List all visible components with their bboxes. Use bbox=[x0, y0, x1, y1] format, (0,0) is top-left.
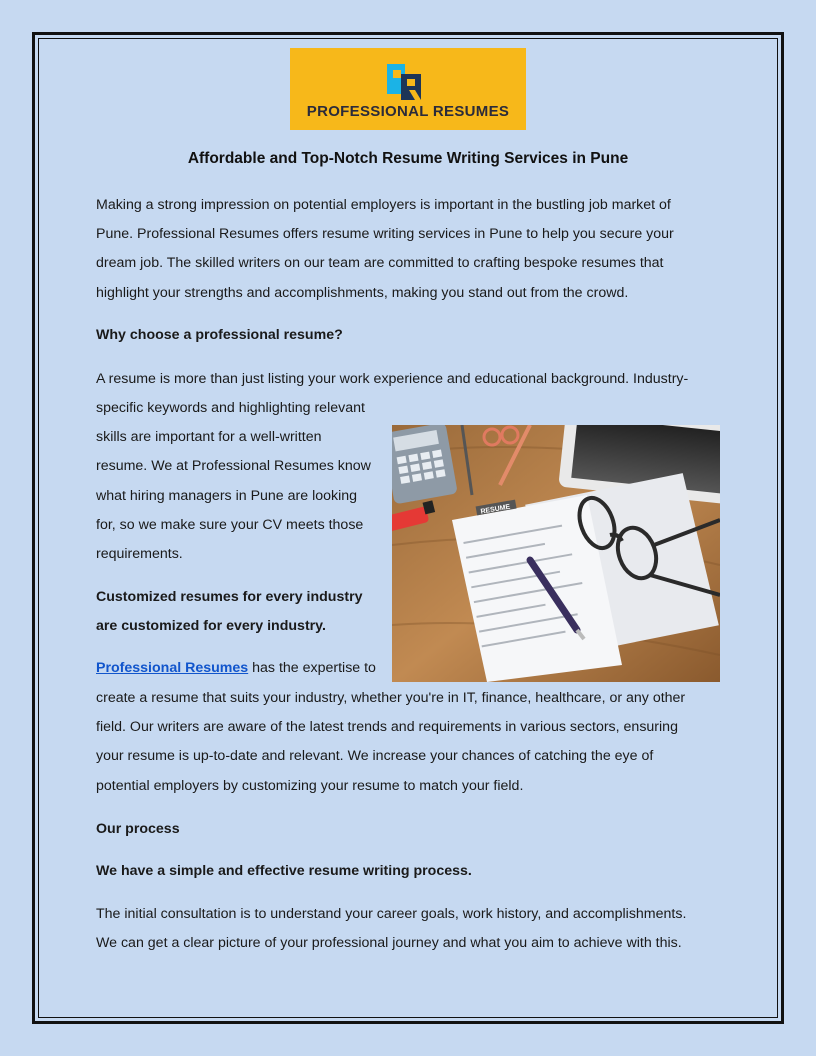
why-paragraph-wrapped bbox=[96, 394, 396, 569]
custom-line: potential employers by customizing your resume to match your field. bbox=[96, 777, 524, 794]
why-line: for, so we make sure your CV meets those bbox=[96, 516, 364, 533]
resume-desk-photo bbox=[392, 425, 720, 682]
intro-line: Making a strong impression on potential employers is important in the bustling job market of bbox=[96, 197, 671, 213]
intro-line: Pune. Professional Resumes offers resume writing services in Pune to help you secure your bbox=[96, 226, 674, 243]
why-line: skills are important for a well-written bbox=[96, 429, 322, 446]
intro-line: highlight your strengths and accomplishments, making you stand out from the crowd. bbox=[96, 284, 629, 301]
why-paragraph-first-line: A resume is more than just listing your work experience and educational background. Industry- bbox=[96, 371, 689, 387]
page-title: Affordable and Top-Notch Resume Writing Services in Pune bbox=[187, 150, 629, 167]
process-paragraph bbox=[96, 900, 724, 958]
custom-line: create a resume that suits your industry, whether you're in IT, finance, healthcare, or any other bbox=[96, 690, 686, 706]
heading-why-choose: Why choose a professional resume? bbox=[96, 327, 343, 343]
custom-line: field. Our writers are aware of the latest trends and requirements in various sectors, ensuring bbox=[96, 719, 678, 736]
custom-heading-line: are customized for every industry. bbox=[96, 618, 326, 635]
process-line: The initial consultation is to understand your career goals, work history, and accomplishments. bbox=[96, 906, 687, 922]
custom-paragraph-first-line bbox=[96, 654, 396, 683]
process-line: We can get a clear picture of your professional journey and what you aim to achieve with this. bbox=[96, 935, 682, 952]
custom-heading-line: Customized resumes for every industry bbox=[96, 589, 363, 605]
custom-line: your resume is up-to-date and relevant. We increase your chances of catching the eye of bbox=[96, 748, 654, 765]
heading-customized-resumes bbox=[96, 583, 396, 641]
pr-logo-mark-icon bbox=[383, 60, 427, 104]
heading-process-sub: We have a simple and effective resume writing process. bbox=[96, 863, 472, 879]
heading-our-process: Our process bbox=[96, 821, 180, 837]
logo-text: PROFESSIONAL RESUMES bbox=[306, 103, 510, 120]
professional-resumes-link[interactable]: Professional Resumes bbox=[96, 660, 249, 676]
why-line: what hiring managers in Pune are looking bbox=[96, 487, 358, 504]
why-line: requirements. bbox=[96, 546, 183, 563]
photo-resume-label: RESUME bbox=[480, 503, 511, 516]
intro-line: dream job. The skilled writers on our team are committed to crafting bespoke resumes that bbox=[96, 255, 664, 272]
why-line: specific keywords and highlighting relevant bbox=[96, 400, 365, 416]
professional-resumes-logo bbox=[290, 48, 526, 130]
custom-link-rest: has the expertise to bbox=[248, 660, 376, 676]
intro-paragraph bbox=[96, 191, 724, 308]
why-line: resume. We at Professional Resumes know bbox=[96, 458, 371, 475]
custom-paragraph bbox=[96, 684, 724, 801]
